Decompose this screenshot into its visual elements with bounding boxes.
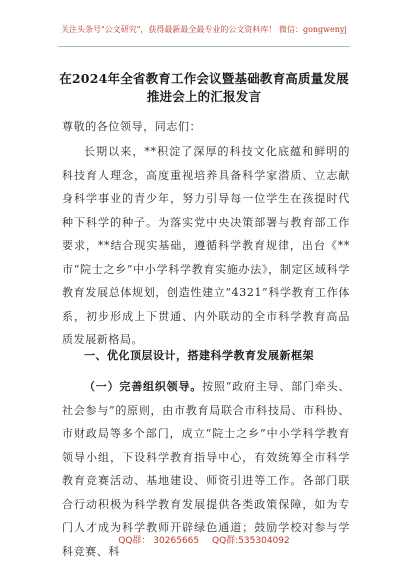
- salutation: 尊敬的各位领导，同志们：: [62, 120, 202, 133]
- footer-qq-group-2: QQ群:535304092: [211, 536, 290, 546]
- document-title: 在2024年全省教育工作会议暨基础教育高质量发展推进会上的汇报发言: [59, 71, 349, 104]
- section-heading-1: 一、优化顶层设计，搭建科学教育发展新框架: [84, 349, 314, 362]
- footer-contact: [0, 535, 408, 547]
- paragraph-intro: 长期以来，**积淀了深厚的科技文化底蕴和鲜明的科技育人理念，高度重视培养具备科学家潜质、立志献身科学事业的青少年，努力引导每一位学生在孩提时代种下科学的种子。为落实党中央决策部署与教育部工作要求，**结合现实基础，遵循科学教育规律，出台《**市“院士之乡”中小学科学教育实施办法》，制定区域科学教育发展总体规划，创造性建立“4321”科学教育工作体系，初步形成上下贯通、内外联动的全市科学教育高品质发展新格局。: [62, 145, 350, 346]
- footer-qq-group-1: QQ群： 30265665: [118, 536, 200, 546]
- header-banner: 关注头条号"公文研究"，获得最新最全最专业的公文资料库！ 微信：gongwenyj: [61, 25, 347, 34]
- paragraph-organization-body: 按照“政府主导、部门牵头、社会参与”的原则，由市教育局联合市科技局、市科协、市财政局等多个部门，成立“院士之乡”中小学科学教育领导小组，下设科学教育指导中心，有效统筹全市科学教育竞赛活动、基地建设、师资引进等工作。各部门联合行动积极为科学教育发展提供各类政策保障，如为专门人才成为科学教师开辟绿色通道；鼓励学校对参与学科竞赛、科: [62, 380, 350, 558]
- subsection-lead: （一）完善组织领导。: [84, 380, 203, 393]
- header-divider: [58, 46, 350, 47]
